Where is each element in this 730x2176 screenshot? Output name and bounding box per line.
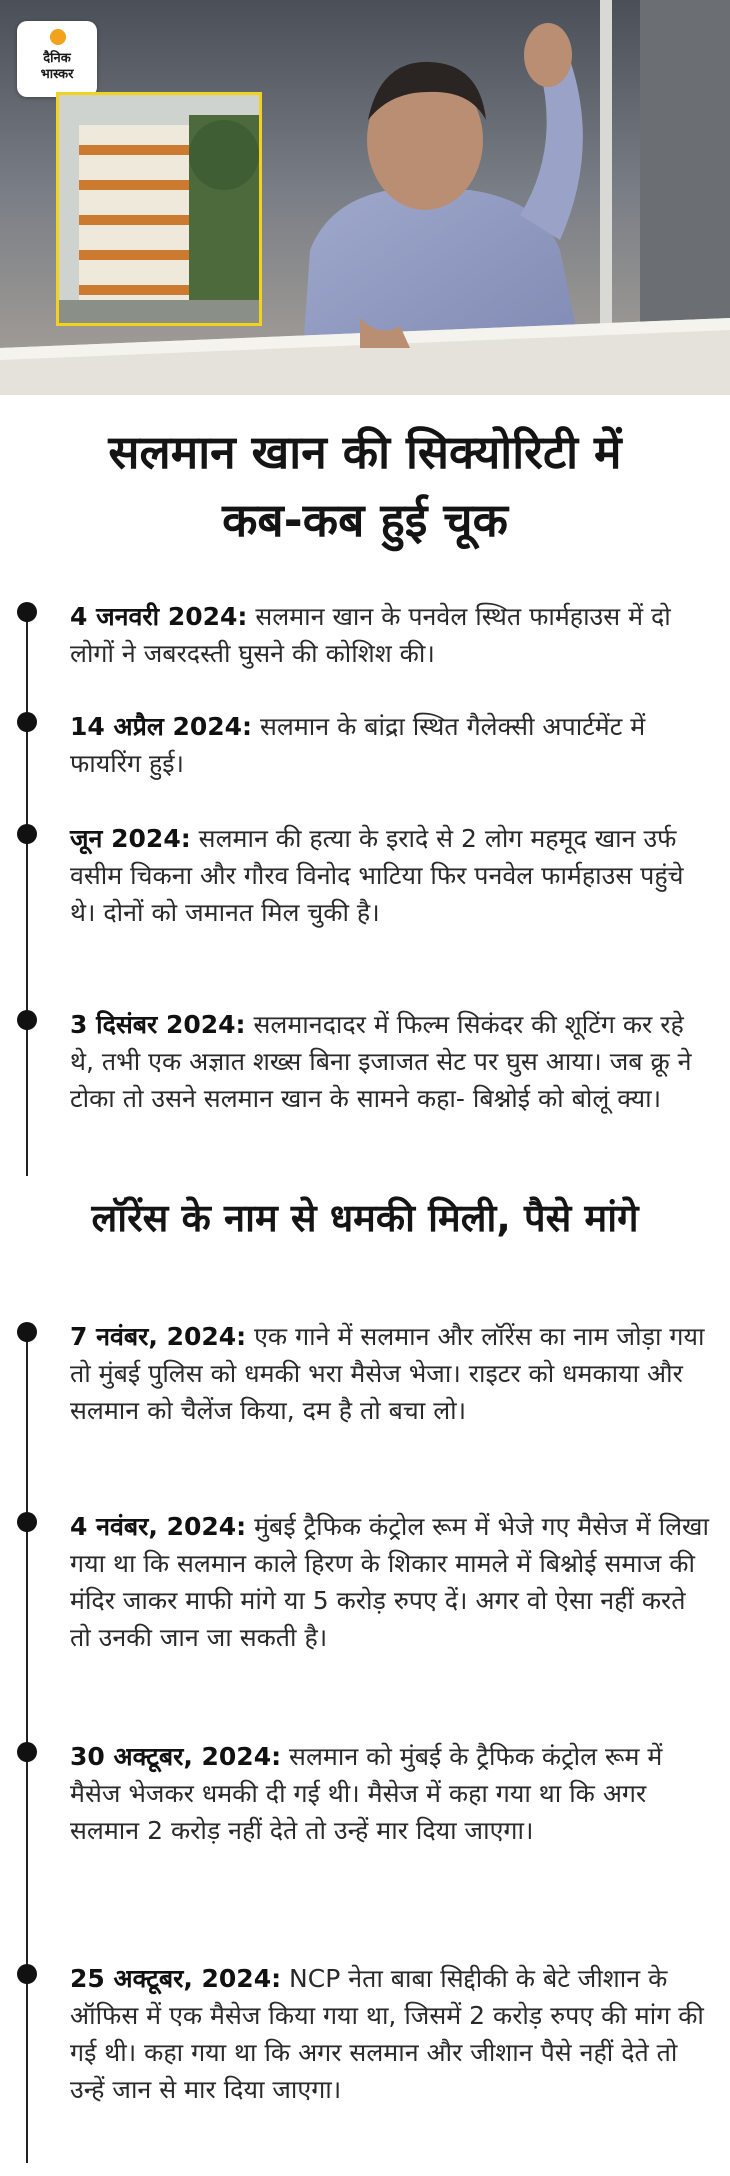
logo-sun-icon bbox=[50, 29, 66, 45]
event-date: 14 अप्रैल 2024: bbox=[70, 712, 253, 741]
logo-line-2: भास्कर bbox=[40, 67, 74, 82]
event-description: सलमानदादर में फिल्म सिकंदर की शूटिंग कर रहे थे, तभी एक अज्ञात शख्स बिना इजाजत सेट पर घुस आया। जब क्रू ने टोका तो उसने सलमान खान के सामने कहा- बिश्नोई को बोलूं क्या। bbox=[70, 1010, 692, 1113]
event-date: 4 नवंबर, 2024: bbox=[70, 1512, 247, 1541]
section-title-line-1: सलमान खान की सिक्योरिटी में bbox=[108, 425, 622, 479]
timeline-dot bbox=[17, 1010, 37, 1030]
timeline-dot bbox=[17, 824, 37, 844]
hero-photo bbox=[0, 0, 730, 395]
event-description: मुंबई ट्रैफिक कंट्रोल रूम में भेजे गए मैसेज में लिखा गया था कि सलमान काले हिरण के शिकार मामले में बिश्नोई समाज की मंदिर जाकर माफी मांगे या 5 करोड़ रुपए दें। अगर वो ऐसा नहीं करते तो उनकी जान जा सकती है। bbox=[70, 1512, 709, 1652]
event-date: 4 जनवरी 2024: bbox=[70, 602, 248, 631]
security-lapses-timeline bbox=[0, 598, 730, 1183]
event-description: सलमान के बांद्रा स्थित गैलेक्सी अपार्टमेंट में फायरिंग हुई। bbox=[70, 712, 646, 778]
logo-line-1: दैनिक bbox=[43, 51, 71, 66]
section-title-threats: लॉरेंस के नाम से धमकी मिली, पैसे मांगे bbox=[91, 1196, 639, 1240]
event-date: 3 दिसंबर 2024: bbox=[70, 1010, 246, 1039]
timeline-dot bbox=[17, 712, 37, 732]
timeline-dot bbox=[17, 1322, 37, 1342]
event-description: NCP नेता बाबा सिद्दीकी के बेटे जीशान के ऑफिस में एक मैसेज किया गया था, जिसमें 2 करोड़ रुपए की मांग की गई थी। कहा गया था कि अगर सलमान और जीशान पैसे नहीं देते तो उन्हें जान से मार दिया जाएगा। bbox=[70, 1964, 704, 2104]
section-title-security-lapses bbox=[0, 418, 730, 554]
event-date: 7 नवंबर, 2024: bbox=[70, 1322, 247, 1351]
building-inset-photo bbox=[56, 92, 262, 326]
section-title-line-2: कब-कब हुई चूक bbox=[222, 493, 508, 547]
timeline-dot bbox=[17, 602, 37, 622]
timeline-dot bbox=[17, 1742, 37, 1762]
event-date: जून 2024: bbox=[70, 824, 191, 853]
timeline-dot bbox=[17, 1964, 37, 1984]
brand-logo bbox=[17, 21, 97, 97]
event-description: सलमान को मुंबई के ट्रैफिक कंट्रोल रूम में मैसेज भेजकर धमकी दी गई थी। मैसेज में कहा गया था कि अगर सलमान 2 करोड़ नहीं देते तो उन्हें मार दिया जाएगा। bbox=[70, 1742, 663, 1845]
apartment-building-icon bbox=[59, 95, 259, 323]
event-description: सलमान की हत्या के इरादे से 2 लोग महमूद खान उर्फ वसीम चिकना और गौरव विनोद भाटिया फिर पनवेल फार्महाउस पहुंचे थे। दोनों को जमानत मिल चुकी है। bbox=[70, 824, 684, 927]
event-date: 25 अक्टूबर, 2024: bbox=[70, 1964, 282, 1993]
event-description: सलमान खान के पनवेल स्थित फार्महाउस में दो लोगों ने जबरदस्ती घुसने की कोशिश की। bbox=[70, 602, 671, 668]
threats-timeline bbox=[0, 1318, 730, 2168]
event-description: एक गाने में सलमान और लॉरेंस का नाम जोड़ा गया तो मुंबई पुलिस को धमकी भरा मैसेज भेजा। राइटर को धमकाया और सलमान को चैलेंज किया, दम है तो बचा लो। bbox=[70, 1322, 705, 1425]
event-date: 30 अक्टूबर, 2024: bbox=[70, 1742, 282, 1771]
timeline-dot bbox=[17, 1512, 37, 1532]
timeline-line bbox=[26, 608, 28, 1176]
balcony-railing bbox=[0, 318, 730, 395]
